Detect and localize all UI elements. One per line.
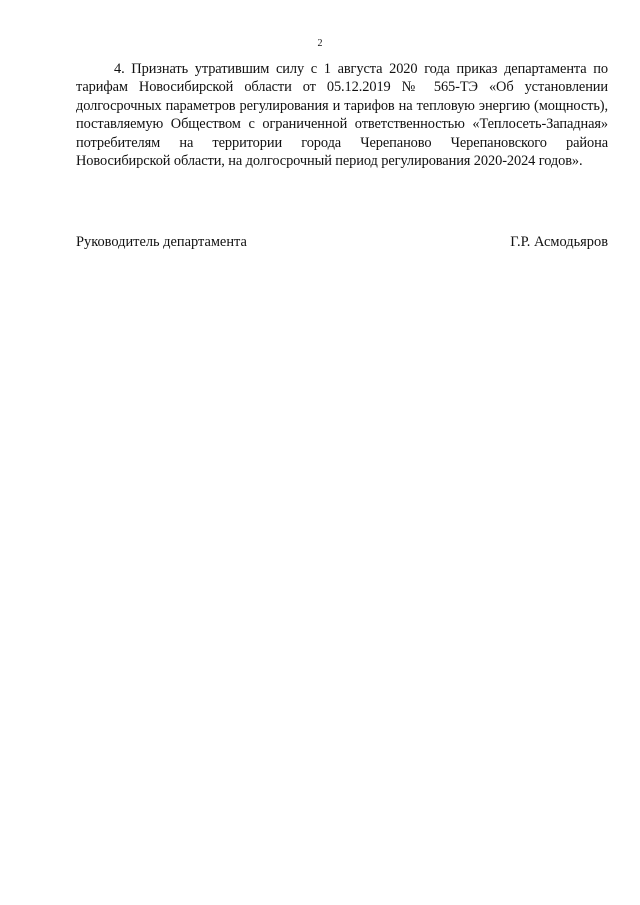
signatory-name: Г.Р. Асмодьяров [510,234,608,250]
body-paragraph: 4. Признать утратившим силу с 1 августа 2020 года приказ департамента по тарифам Новосибирской области от 05.12.2019 № 565-ТЭ «Об установлении долгосрочных параметров регулирования и тарифов на тепловую энергию (мощность), поставляемую Обществом с ограниченной ответственностью «Теплосеть-Западная» потребителям на территории города Черепаново Черепановского района Новосибирской области, на долгосрочный период регулирования 2020-2024 годов». [76,61,608,170]
page-number: 2 [317,38,323,49]
signatory-position: Руководитель департамента [76,234,247,250]
signature-block [76,233,608,251]
